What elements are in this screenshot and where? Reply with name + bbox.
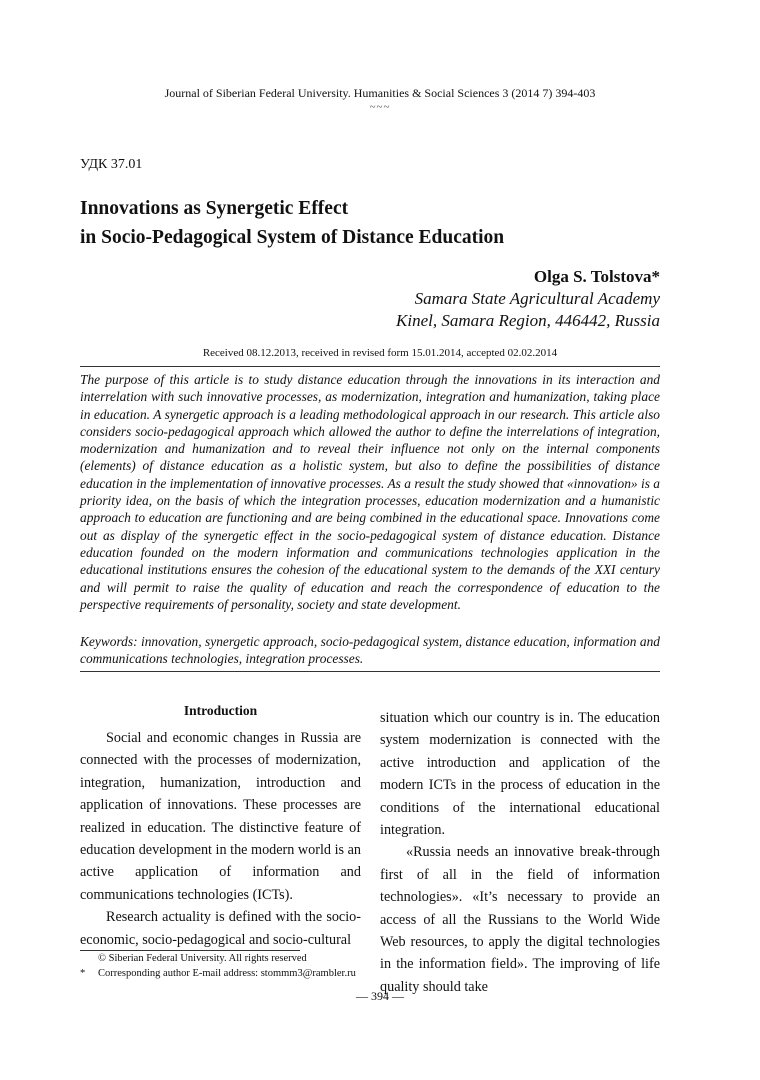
abstract: The purpose of this article is to study distance education through the innovations in its interaction and interrelation with such innovative processes, as modernization, integration and humanization, taking place in education. A synergetic approach is a leading methodological approach in our research. This article also considers socio-pedagogical approach which allowed the author to define the interrelations of integration, modernization and humanization and to reveal their influence not only on the internal components (elements) of distance education as a holistic system, but also to define the possibilities of distance education in the implementation of innovative processes. As a result the study showed that «innovation» is a priority idea, on the basis of which the integration processes, education modernization and a humanistic approach to education are functioning and are being combined in the educational space. Innovations come out as display of the synergetic effect in the socio-pedagogical system of distance education. Distance education founded on the modern information and communications technologies application in the educational institutions ensures the cohesion of the educational system to the demands of the XXI century and will permit to raise the quality of education and reach the correspondence of education to the perspective requirements of personality, society and state development. [80, 372, 660, 612]
author-location: Kinel, Samara Region, 446442, Russia [396, 311, 660, 330]
footnote-asterisk: * [80, 968, 86, 979]
body-column-right [380, 707, 660, 998]
paragraph: «Russia needs an innovative break-through first of all in the field of information technologies». «It’s necessary to provide an access of all the Russians to the World Wide Web resources, to apply the digital technologies in the information field». The improving of life quality should take [380, 844, 660, 995]
keywords: Keywords: innovation, synergetic approach, socio-pedagogical system, distance education, information and communications technologies, integration processes. [80, 634, 660, 667]
body-column-left [80, 727, 361, 951]
abstract-top-rule [80, 366, 660, 367]
title-line-1: Innovations as Synergetic Effect [80, 198, 349, 219]
paragraph: situation which our country is in. The education system modernization is connected with the active introduction and application of the modern ICTs in the process of education in the conditions of the international educational integration. [380, 710, 660, 839]
title-line-2: in Socio-Pedagogical System of Distance Education [80, 227, 505, 248]
author-name: Olga S. Tolstova* [533, 267, 660, 286]
header-separator: ~~~ [369, 101, 391, 113]
footnote-copyright: © Siberian Federal University. All rights reserved [98, 953, 307, 964]
journal-header: Journal of Siberian Federal University. Humanities & Social Sciences 3 (2014 7) 394-403 [164, 86, 596, 100]
received-dates: Received 08.12.2013, received in revised form 15.01.2014, accepted 02.02.2014 [202, 347, 558, 359]
article-title [80, 194, 680, 252]
footnote-corresponding-author: Corresponding author E-mail address: stommm3@rambler.ru [98, 968, 356, 979]
author-affiliation: Samara State Agricultural Academy [414, 289, 660, 308]
paragraph: Research actuality is defined with the socio-economic, socio-pedagogical and socio-cultural [80, 909, 361, 948]
paragraph: Social and economic changes in Russia are connected with the processes of modernization, integration, humanization, introduction and application of innovations. These processes are realized in education. The distinctive feature of education development in the modern world is an active application of information and communications technologies (ICTs). [80, 730, 361, 903]
section-heading-introduction: Introduction [183, 703, 258, 718]
author-block [396, 266, 660, 332]
udk-code: УДК 37.01 [80, 157, 143, 172]
abstract-bottom-rule [80, 671, 660, 672]
page-number: — 394 — [356, 989, 404, 1003]
